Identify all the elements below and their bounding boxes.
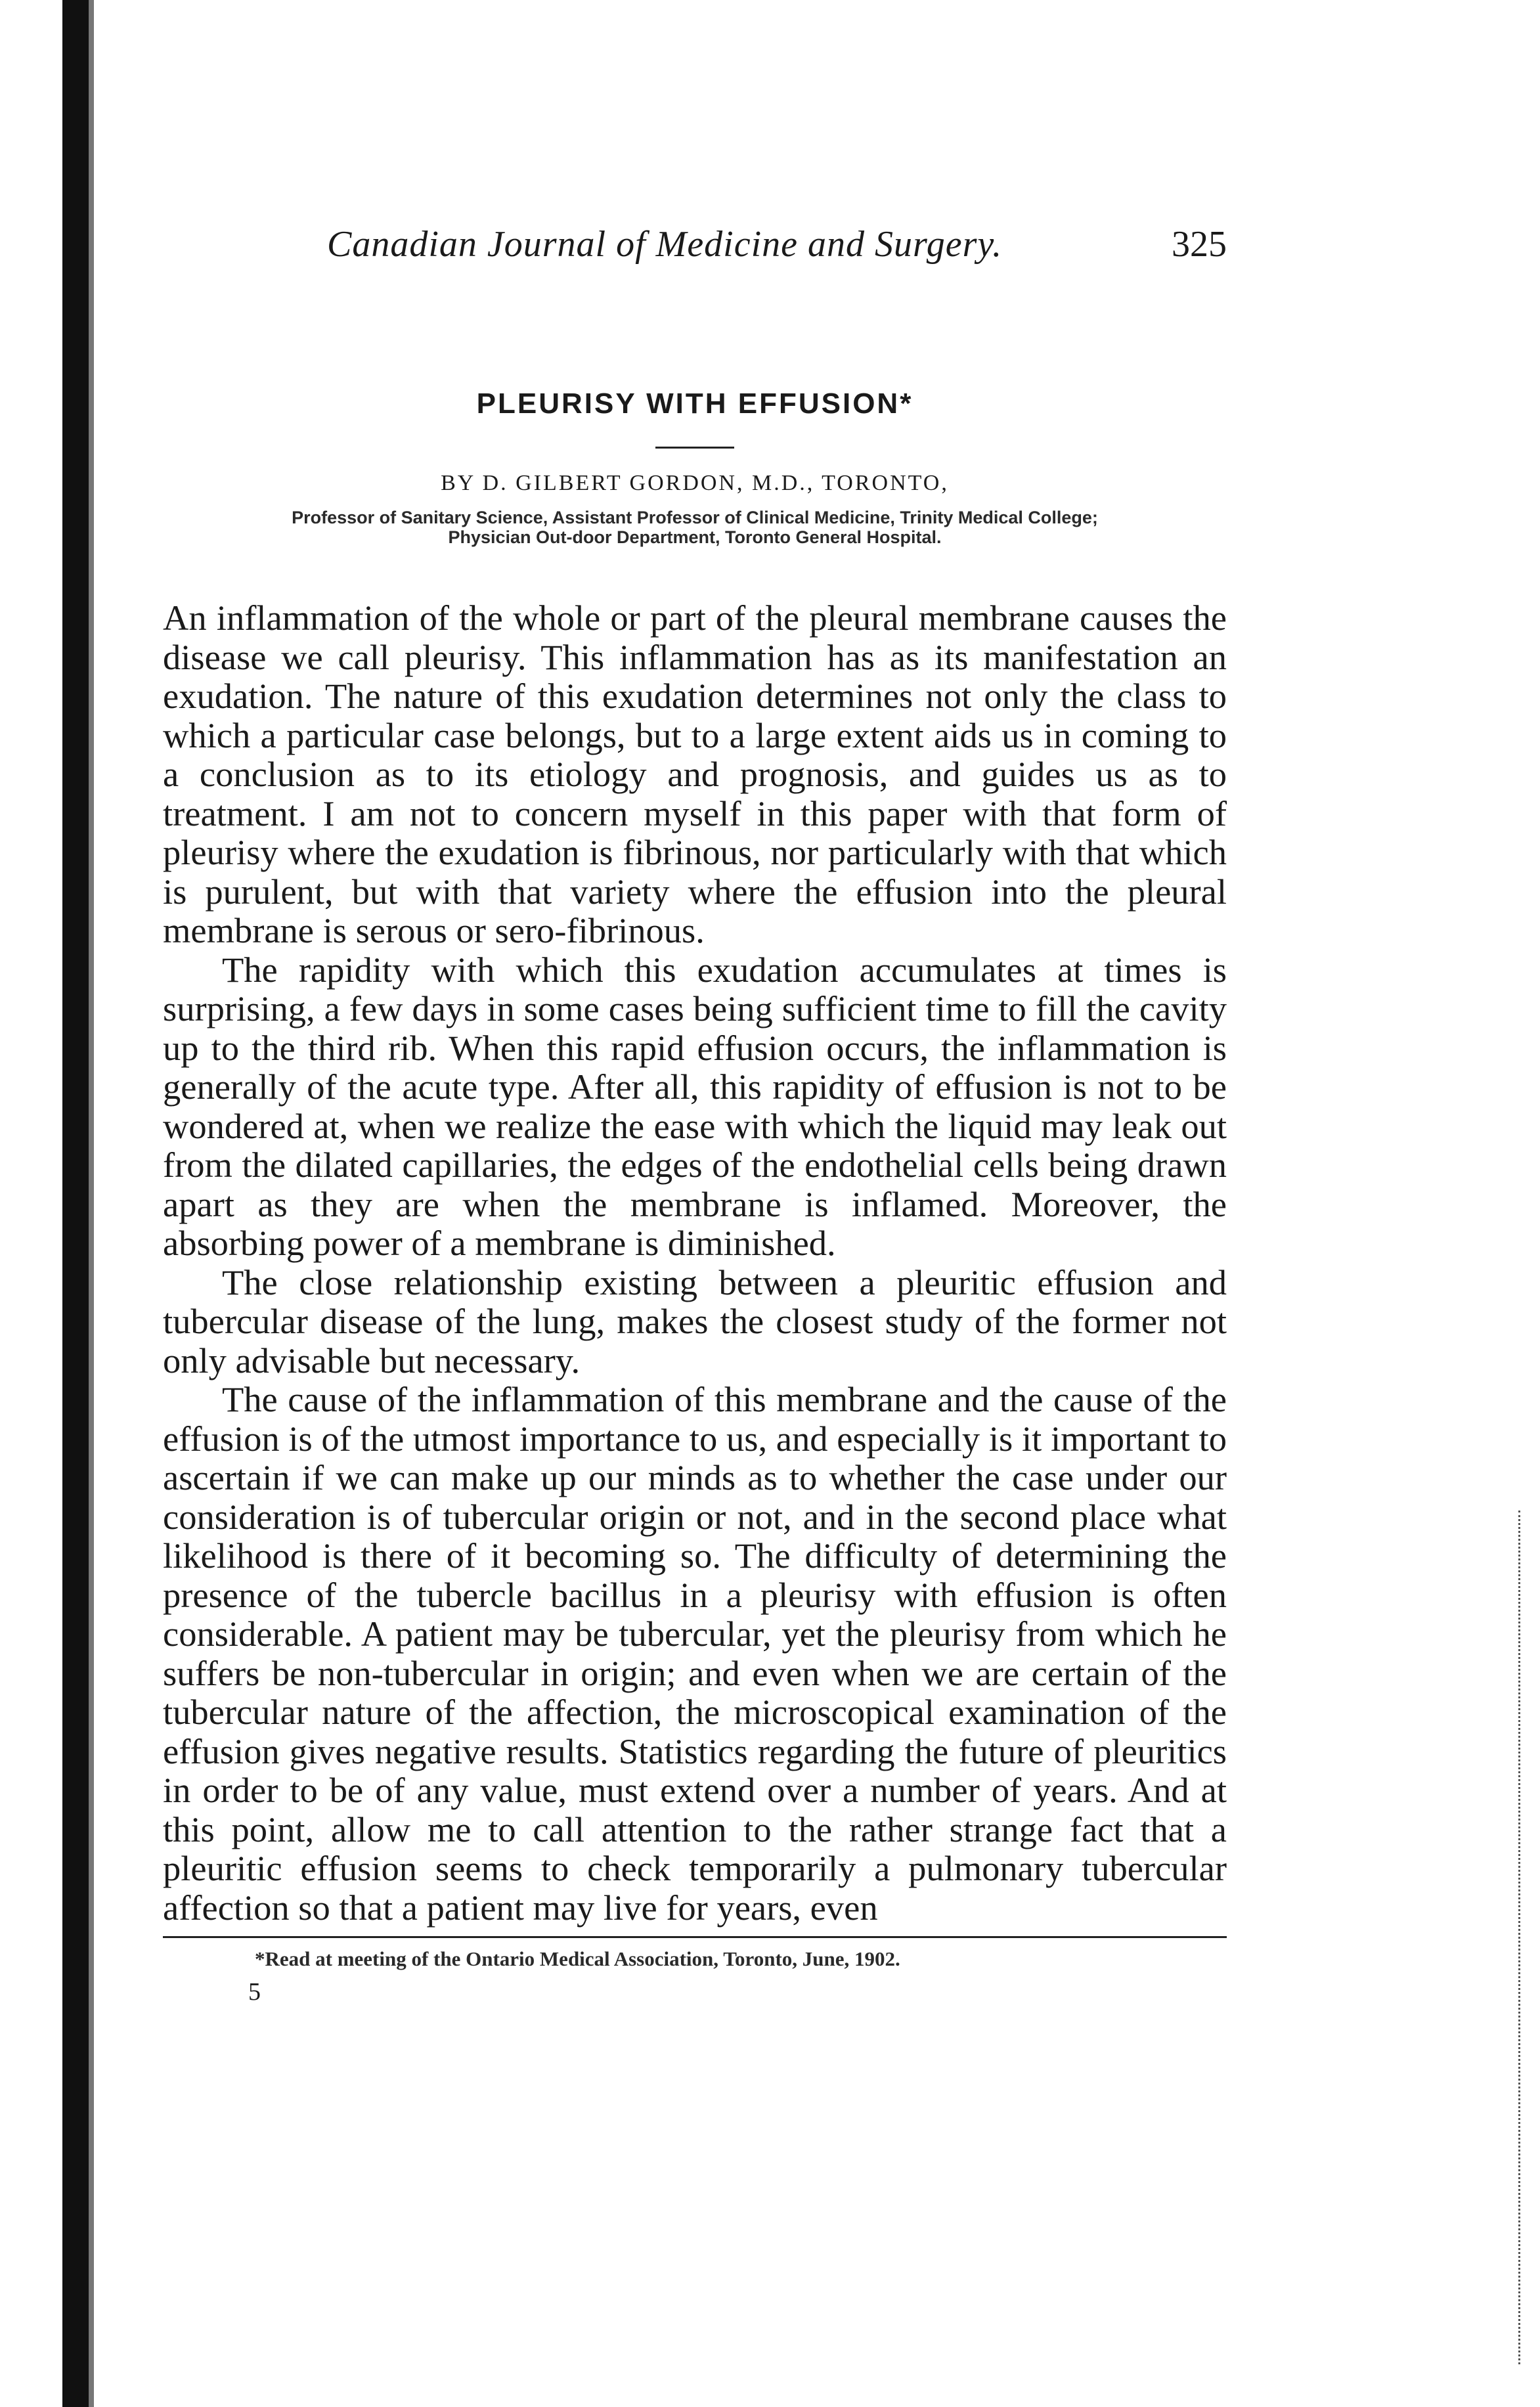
body-paragraph: An inflammation of the whole or part of the pleural membrane causes the disease we call pleurisy. This inflammation has as its manifestation an exudation. The nature of this exudation determines not only the class to which a particular case belongs, but to a large extent aids us in coming to a conclusion as to its etiology and prognosis, and guides us as to treatment. I am not to concern myself in this paper with that form of pleurisy where the exudation is fibrinous, nor particularly with that which is purulent, but with that variety where the effusion into the pleural membrane is serous or sero-fibrinous. — [163, 598, 1227, 950]
body-paragraph: The rapidity with which this exudation accumulates at times is surprising, a few days in some cases being sufficient time to fill the cavity up to the third rib. When this rapid effusion occurs, the inflammation is generally of the acute type. After all, this rapidity of effusion is not to be wondered at, when we realize the ease with which the liquid may leak out from the dilated capillaries, the edges of the endothelial cells being drawn apart as they are when the membrane is inflamed. Moreover, the absorbing power of a membrane is diminished. — [163, 949, 1227, 1263]
author-affiliation — [163, 508, 1227, 547]
signature-mark: 5 — [248, 1978, 261, 2006]
scan-edge-specks — [1518, 1511, 1540, 2364]
title-divider — [655, 447, 734, 449]
scan-binding-edge — [89, 0, 94, 2407]
body-paragraph: The close relationship existing between a pleuritic effusion and tubercular disease of the lung, makes the closest study of the former not only advisable but necessary. — [163, 1262, 1227, 1380]
article-body — [163, 598, 1227, 1927]
page-number: 325 — [1172, 224, 1227, 265]
scan-binding-shadow — [62, 0, 89, 2407]
journal-page — [163, 223, 1227, 2006]
body-paragraph: The cause of the inflammation of this membrane and the cause of the effusion is of the utmost importance to us, and especially is it important to ascertain if we can make up our minds as to whether the case under our consideration is of tubercular origin or not, and in the second place what likelihood is there of it becoming so. The difficulty of determining the presence of the tubercle bacillus in a pleurisy with effusion is often considerable. A patient may be tubercular, yet the pleurisy from which he suffers be non-tubercular in origin; and even when we are certain of the tubercular nature of the affection, the microscopical examination of the effusion gives negative results. Statistics regarding the future of pleuritics in order to be of any value, must extend over a number of years. And at this point, allow me to call attention to the rather strange fact that a pleuritic effusion seems to check temporarily a pulmonary tubercular affection so that a patient may live for years, even — [163, 1379, 1227, 1928]
article-title: PLEURISY WITH EFFUSION* — [476, 387, 913, 420]
affiliation-line: Physician Out-door Department, Toronto General Hospital. — [448, 527, 942, 547]
running-head — [163, 223, 1227, 276]
author-byline: BY D. GILBERT GORDON, M.D., TORONTO, — [441, 471, 949, 495]
footnote: *Read at meeting of the Ontario Medical Association, Toronto, June, 1902. — [255, 1947, 900, 1970]
journal-title: Canadian Journal of Medicine and Surgery. — [327, 224, 1003, 265]
affiliation-line: Professor of Sanitary Science, Assistant Professor of Clinical Medicine, Trinity Medical College; — [292, 508, 1098, 527]
footnote-divider — [163, 1936, 1227, 1938]
